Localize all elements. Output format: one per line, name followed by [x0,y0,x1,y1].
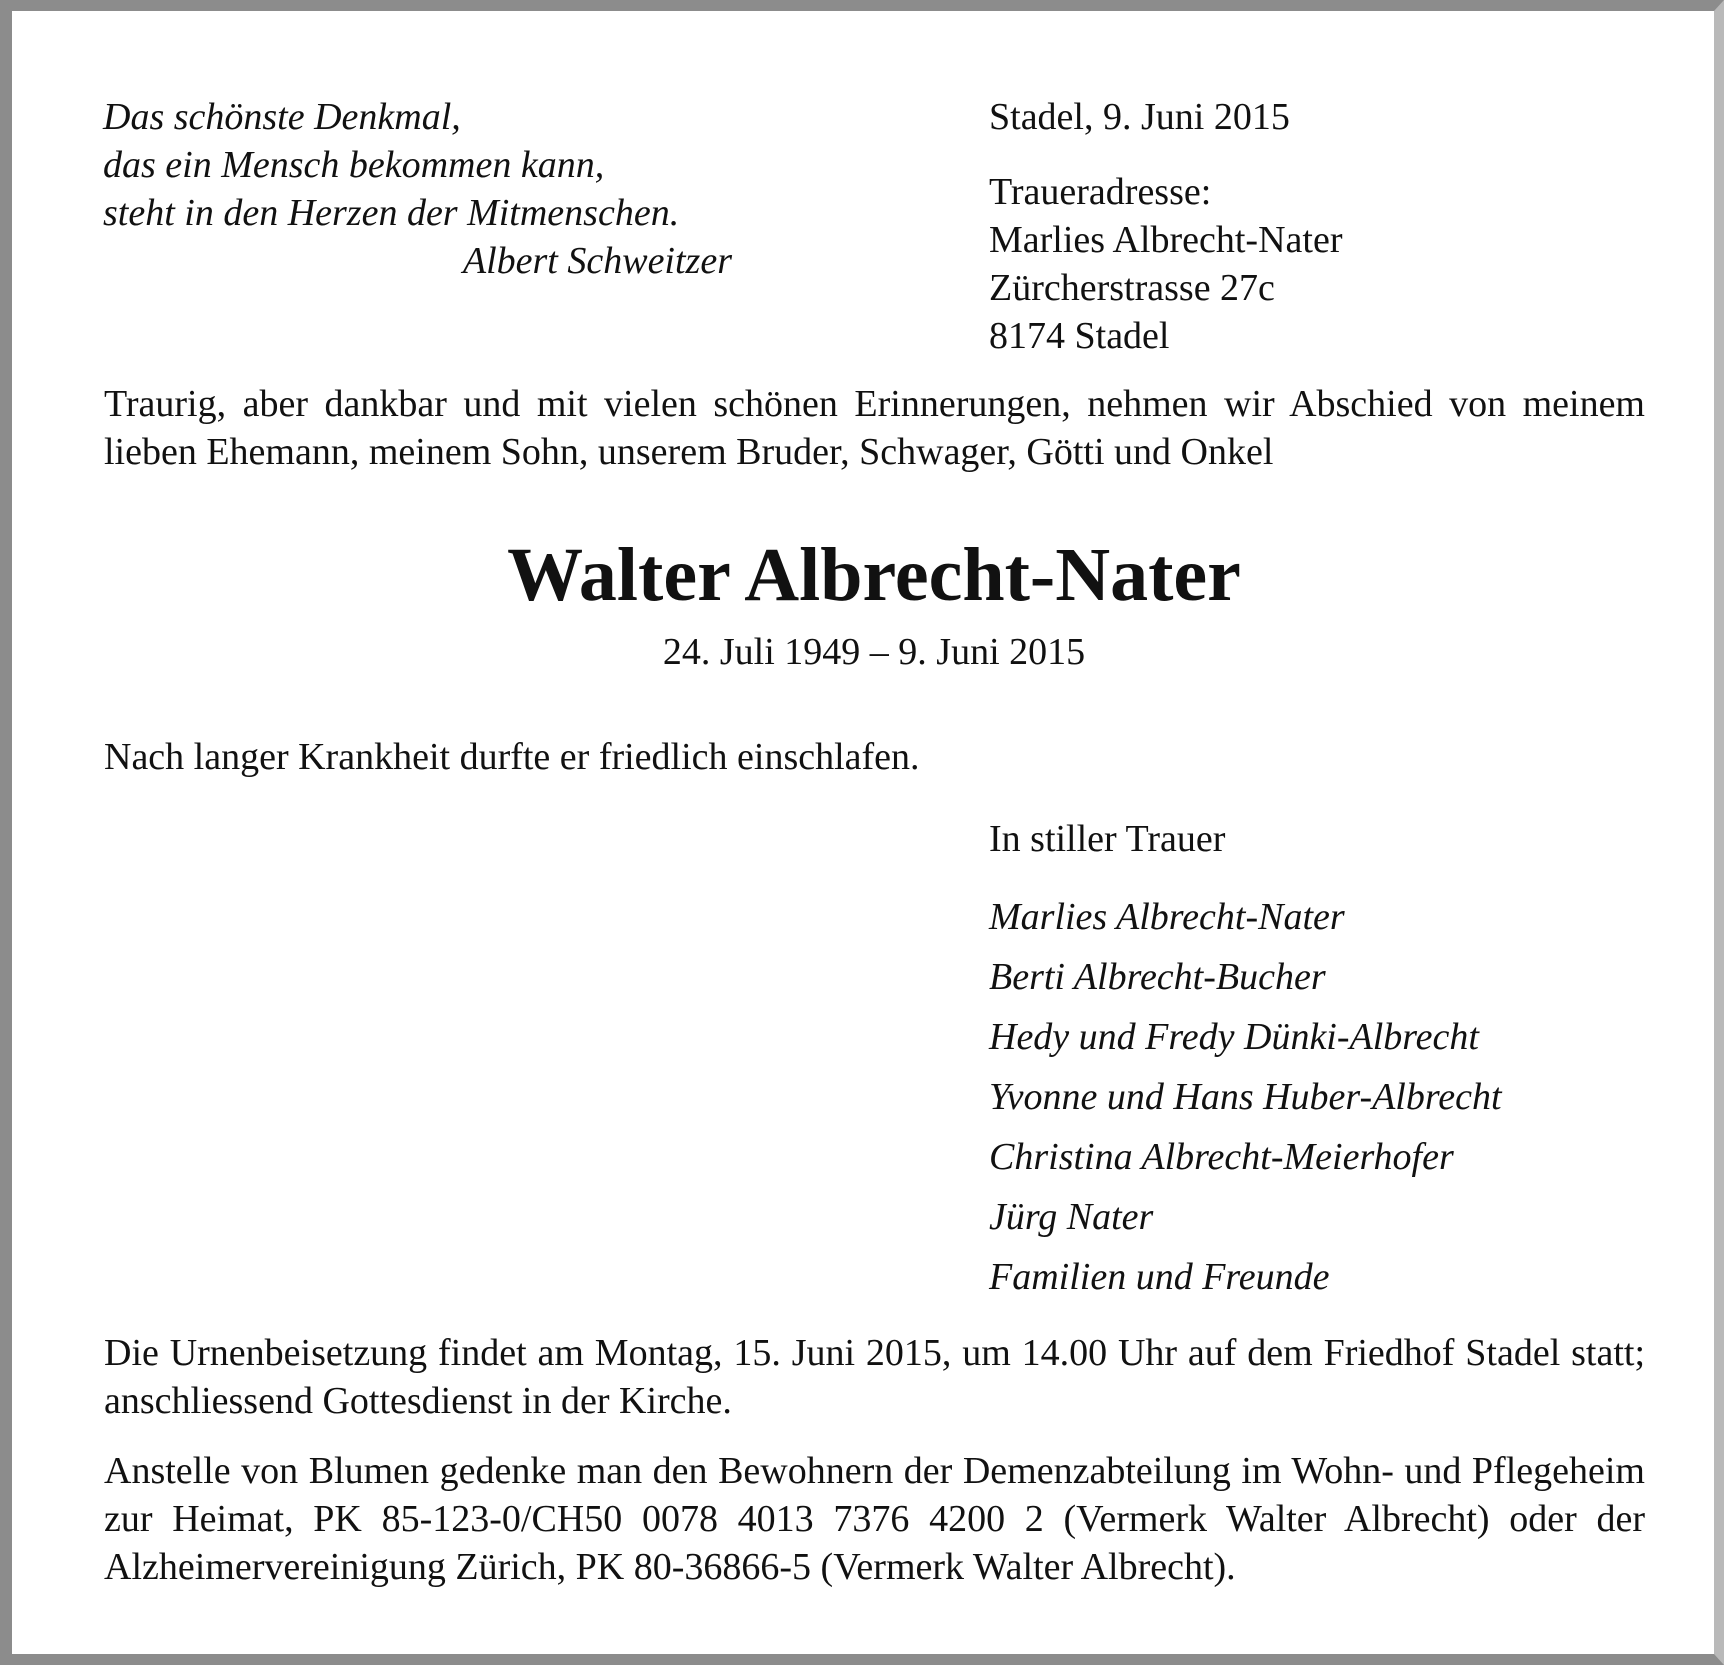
address-street: Zürcherstrasse 27c [989,267,1275,309]
mourner-name: Familien und Freunde [989,1256,1330,1298]
life-dates: 24. Juli 1949 – 9. Juni 2015 [662,631,1086,673]
quote-line: das ein Mensch bekommen kann, [103,144,605,186]
quote-line: Das schönste Denkmal, [103,96,461,138]
mourner-name: Berti Albrecht-Bucher [989,956,1326,998]
mourning-heading: In stiller Trauer [989,818,1226,860]
address-name: Marlies Albrecht-Nater [989,219,1343,261]
mourner-name: Hedy und Fredy Dünki-Albrecht [989,1016,1479,1058]
intro-paragraph: Traurig, aber dankbar und mit vielen schönen Erinnerungen, nehmen wir Abschied von meinem lieben Ehemann, meinem Sohn, unserem Bruder, Schwager, Götti und Onkel [104,383,1645,473]
quote-author: Albert Schweitzer [462,240,732,282]
mourning-address [989,168,1342,360]
mourner-name: Jürg Nater [989,1196,1154,1238]
place-date: Stadel, 9. Juni 2015 [989,96,1290,138]
deceased-name: Walter Albrecht-Nater [507,533,1241,617]
quote-line: steht in den Herzen der Mitmenschen. [103,192,680,234]
memorial-quote [103,93,743,285]
passing-note: Nach langer Krankheit durfte er friedlich einschlafen. [104,736,920,778]
address-label: Traueradresse: [989,171,1212,213]
address-city: 8174 Stadel [989,315,1170,357]
burial-info: Die Urnenbeisetzung findet am Montag, 15. Juni 2015, um 14.00 Uhr auf dem Friedhof Stadel statt; anschliessend Gottesdienst in der Kirche. [104,1332,1645,1422]
donation-info: Anstelle von Blumen gedenke man den Bewohnern der Demenzabteilung im Wohn- und Pflegeheim zur Heimat, PK 85-123-0/CH50 0078 4013 7376 4200 2 (Vermerk Walter Albrecht) oder der Alzheimervereinigung Zürich, PK 80-36866-5 (Vermerk Walter Albrecht). [104,1450,1645,1588]
mourner-name: Christina Albrecht-Meierhofer [989,1136,1454,1178]
mourner-name: Yvonne und Hans Huber-Albrecht [989,1076,1502,1118]
mourner-name: Marlies Albrecht-Nater [989,896,1345,938]
mourners-list [989,887,1502,1307]
